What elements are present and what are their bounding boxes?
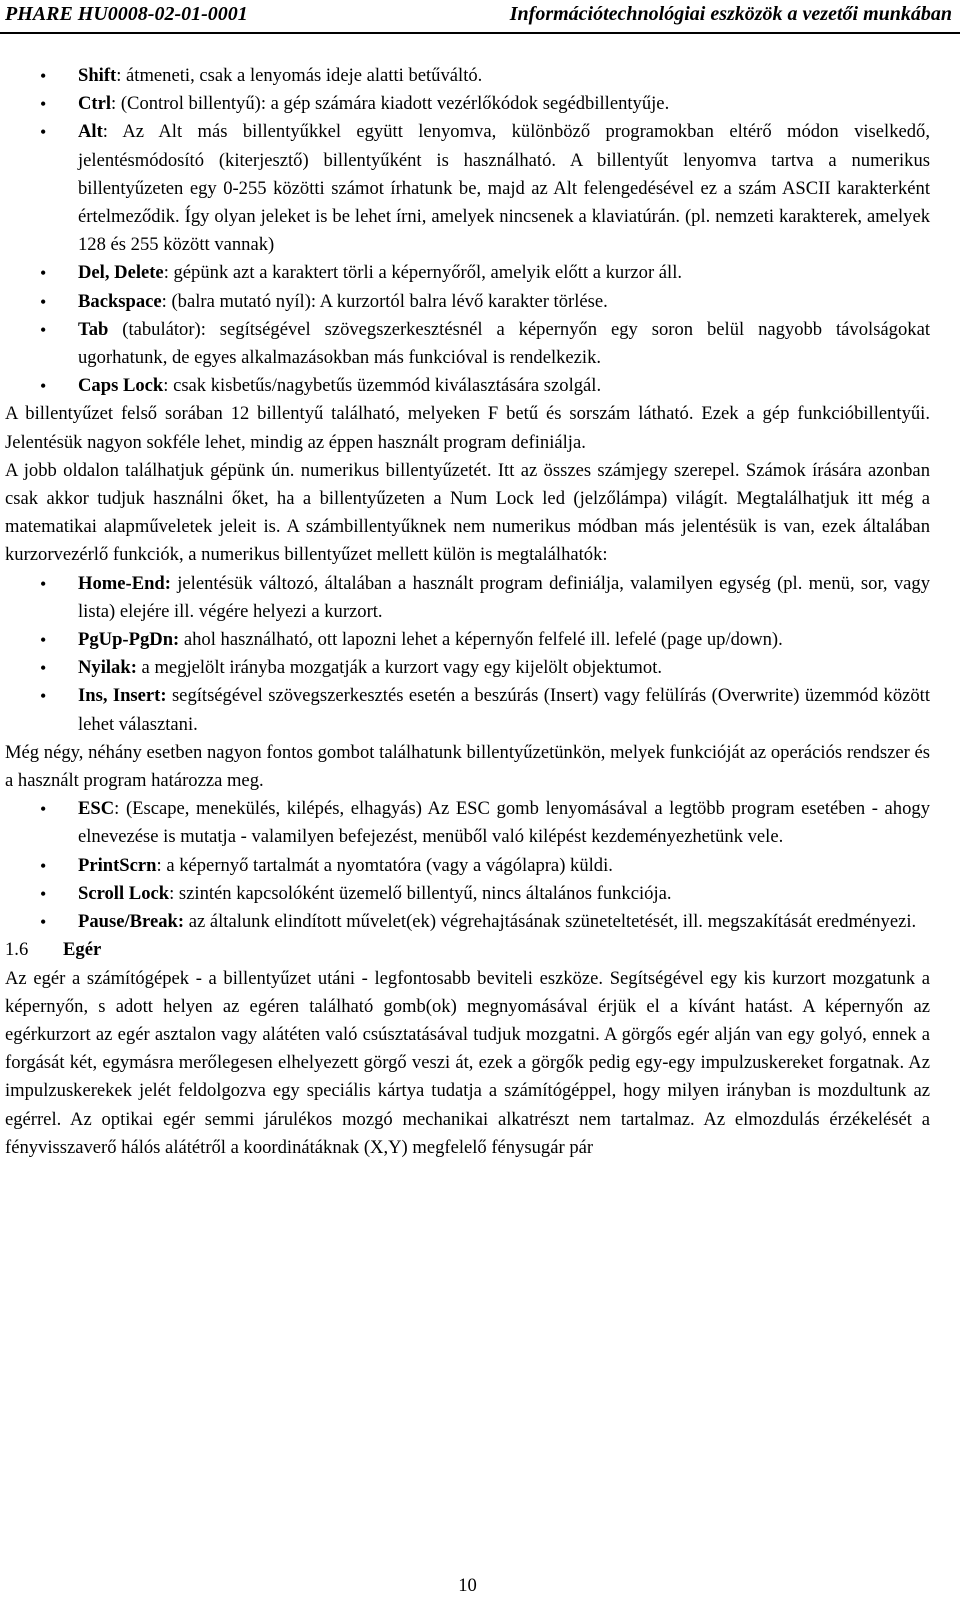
list-item (78, 852, 930, 880)
key-term: PrintScrn (78, 854, 157, 876)
key-description: : (Control billentyű): a gép számára kiadott vezérlőkódok segédbillentyűje. (111, 93, 670, 115)
list-item (78, 682, 930, 738)
key-description: : szintén kapcsolóként üzemelő billentyű, nincs általános funkciója. (169, 882, 672, 904)
key-description: : (balra mutató nyíl): A kurzortól balra lévő karakter törlése. (161, 290, 608, 312)
paragraph-mouse: Az egér a számítógépek - a billentyűzet utáni - legfontosabb beviteli eszköze. Segítségével egy kis kurzort mozgatunk a képernyőn, s adott helyen az egéren található gomb(ok) megnyomásával érjük el a kívánt hatást. A képernyőn az egérkurzort az egér asztalon vagy alátéten való csúsztatásával tudjuk mozgatni. A görgős egér alján van egy golyó, ennek a forgását két, egymásra merőlegesen elhelyezett görgő veszi át, ezek a görgők pedig egy-egy impulzuskereket forgatnak. Az impulzuskerekek jelét feldolgozva egy speciális kártya tudatja a számítógéppel, hogy milyen irányban is mozdultunk az egérrel. Az optikai egér semmi járulékos mozgó mechanikai alkatrészt nem tartalmaz. Az elmozdulás érzékelését a fényvisszaverő hálós alátétről a koordinátáknak (X,Y) megfelelő fénysugár pár (5, 967, 930, 1158)
key-term: PgUp-PgDn: (78, 629, 180, 651)
list-item (78, 316, 930, 372)
key-description: : Az Alt más billentyűkkel együtt lenyomva, különböző programokban eltérő módon viselkedő, jelentésmódosító (kiterjesztő) billentyűként is használható. A billentyűt lenyomva tartva a numerikus billentyűzeten egy 0-255 közötti számot írhatunk be, majd az Alt felengedésével ez a szám ASCII karakterként értelmeződik. Így olyan jeleket is be lehet írni, amelyek nincsenek a klaviatúrán. (pl. nemzeti karakterek, amelyek 128 és 255 között vannak) (78, 121, 930, 256)
key-description: (tabulátor): segítségével szövegszerkesztésnél a képernyőn egy soron belül nagyobb távolságokat ugorhatunk, de egyes alkalmazásokban más funkcióval is rendelkezik. (78, 318, 930, 369)
list-item (78, 908, 930, 936)
key-term: ESC (78, 798, 115, 820)
key-term: Ins, Insert: (78, 685, 167, 707)
key-description: : átmeneti, csak a lenyomás ideje alatti betűváltó. (116, 65, 483, 86)
list-item (78, 62, 930, 90)
paragraph-function-keys: A billentyűzet felső sorában 12 billentyű található, melyeken F betű és sorszám látható. Ezek a gép funkcióbillentyűi. Jelentésük nagyon sokféle lehet, mindig az éppen használt program definiálja. (5, 403, 930, 453)
key-term: Del, Delete (78, 262, 164, 284)
list-item (78, 288, 930, 316)
key-description: : gépünk azt a karaktert törli a képernyőről, amelyik előtt a kurzor áll. (163, 262, 683, 284)
page-content (5, 62, 930, 1162)
key-description: a megjelölt irányba mozgatják a kurzort vagy egy kijelölt objektumot. (136, 657, 663, 679)
key-list-cursor (5, 570, 930, 739)
list-item (78, 880, 930, 908)
header-document-code: PHARE HU0008-02-01-0001 (5, 3, 248, 25)
paragraph-numeric-keypad: A jobb oldalon találhatjuk gépünk ún. numerikus billentyűzetét. Itt az összes számjegy szerepel. Számok írására azonban csak akkor tudjuk használni őket, ha a billentyűzeten a Num Lock led (jelzőlámpa) világít. Megtalálhatjuk itt még a matematikai alapműveletek jeleit is. A számbillentyűknek nem numerikus módban más jelentésük is van, ezek általában kurzorvezérlő funkciók, a numerikus billentyűzet mellett külön is megtalálhatók: (5, 459, 930, 566)
header-document-title: Információtechnológiai eszközök a vezetői munkában (509, 3, 952, 25)
paragraph-special-keys: Még négy, néhány esetben nagyon fontos gombot találhatunk billentyűzetünkön, melyek funkcióját az operációs rendszer és a használt program határozza meg. (5, 741, 930, 792)
key-description: : a képernyő tartalmát a nyomtatóra (vagy a vágólapra) küldi. (156, 854, 613, 876)
key-term: Ctrl (78, 93, 112, 115)
key-list-modifiers (5, 62, 930, 400)
list-item (78, 626, 930, 654)
key-term: Caps Lock (78, 375, 164, 397)
key-term: Scroll Lock (78, 882, 170, 904)
key-term: Shift (78, 65, 117, 86)
key-term: Backspace (78, 290, 162, 312)
key-description: az általunk elindított művelet(ek) végrehajtásának szüneteltetését, ill. megszakítását eredményezi. (184, 911, 917, 933)
list-item (78, 259, 930, 287)
key-description: ahol használható, ott lapozni lehet a képernyőn felfelé ill. lefelé (page up/down). (179, 629, 783, 651)
list-item (78, 654, 930, 682)
key-term: Tab (78, 318, 109, 340)
page-header (0, 0, 960, 34)
key-list-special (5, 795, 930, 936)
key-term: Pause/Break: (78, 911, 185, 933)
section-title: Egér (63, 939, 102, 961)
list-item (78, 570, 930, 626)
key-description: jelentésük változó, általában a használt program definiálja, valamilyen egység (pl. menü, sor, vagy lista) elejére ill. végére helyezi a kurzort. (78, 572, 930, 622)
list-item (78, 118, 930, 259)
key-term: Alt (78, 121, 103, 143)
page-number: 10 (458, 1575, 477, 1596)
section-heading (5, 936, 930, 964)
list-item (78, 795, 930, 851)
key-term: Nyilak: (78, 657, 137, 679)
list-item (78, 372, 930, 400)
key-term: Home-End: (78, 572, 171, 594)
key-description: : csak kisbetűs/nagybetűs üzemmód kiválasztására szolgál. (163, 375, 602, 397)
section-number: 1.6 (5, 939, 29, 961)
list-item (78, 90, 930, 118)
key-description: segítségével szövegszerkesztés esetén a beszúrás (Insert) vagy felülírás (Overwrite) üzemmód között lehet választani. (78, 685, 931, 735)
key-description: : (Escape, menekülés, kilépés, elhagyás) Az ESC gomb lenyomásával a legtöbb program esetében - ahogy elnevezése is mutatja - valamilyen befejezést, menüből való kilépést kezdeményezhetünk vele. (78, 798, 930, 848)
